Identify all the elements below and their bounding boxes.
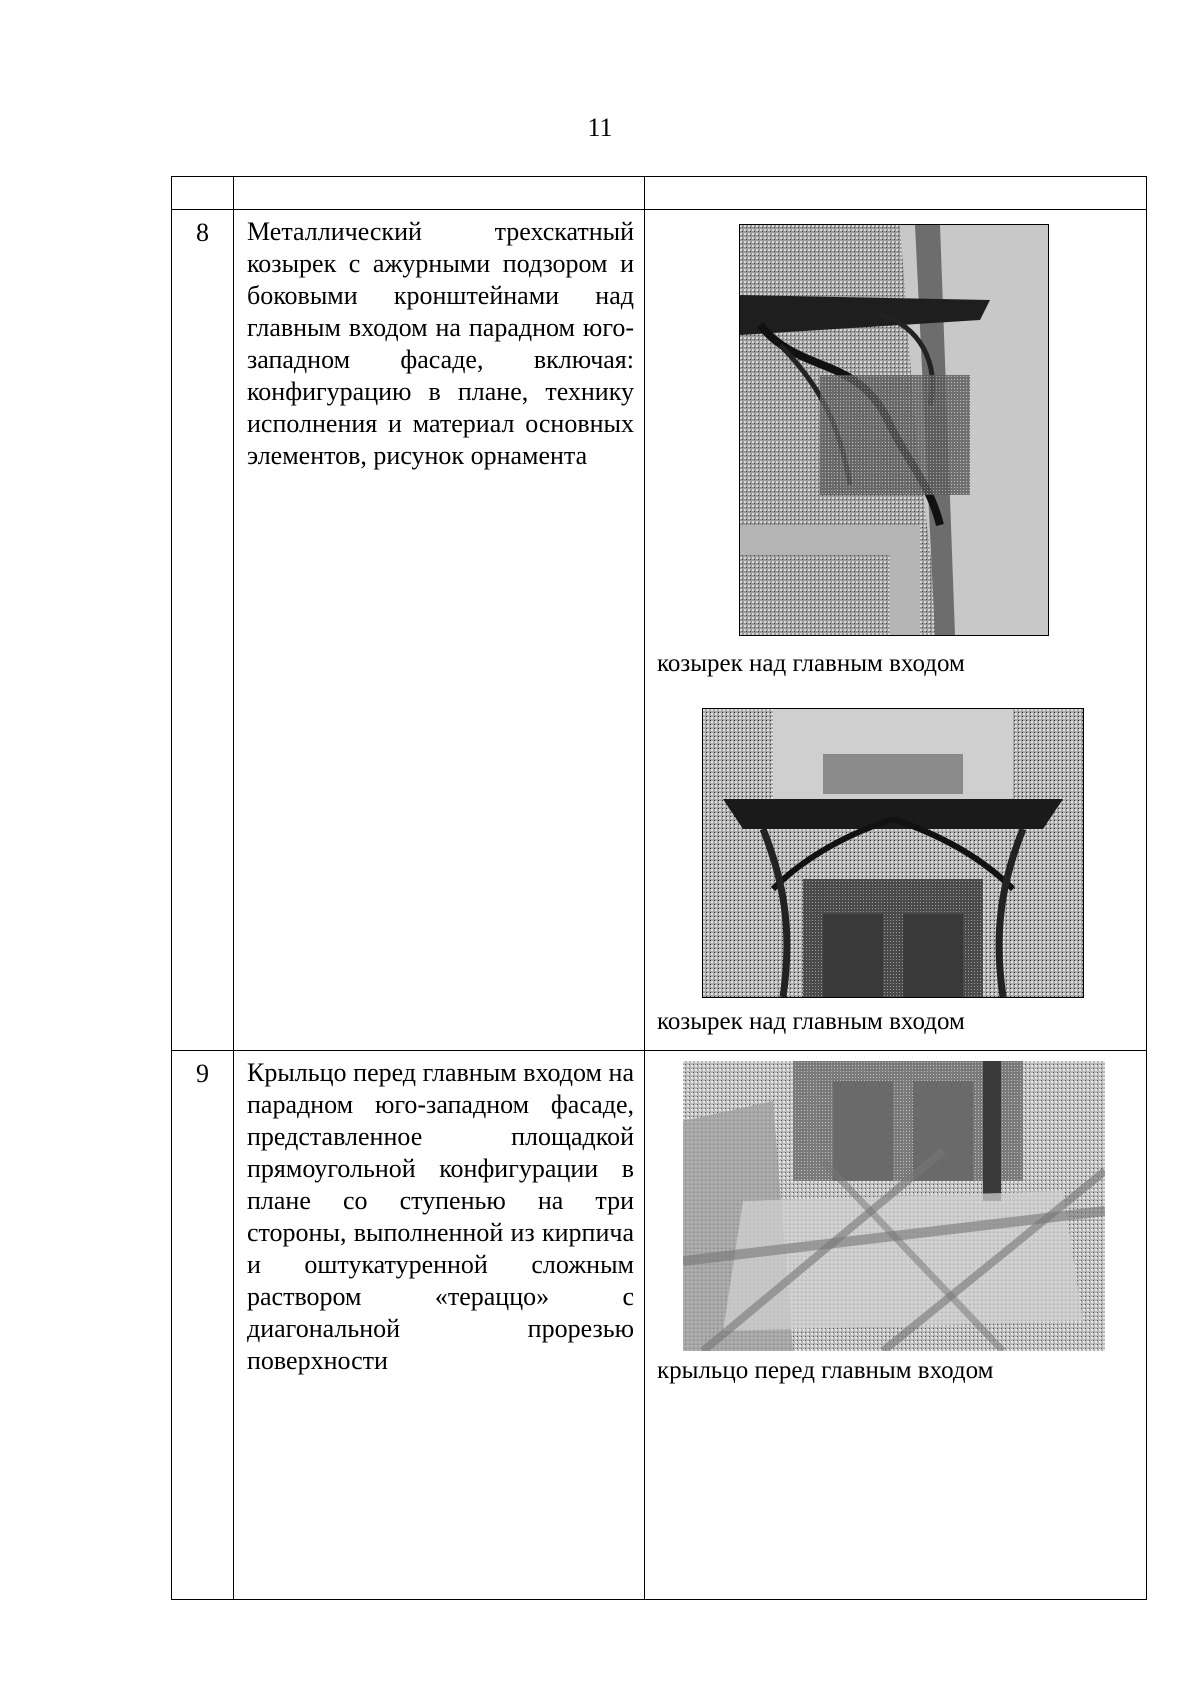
- row-number: 8: [172, 210, 234, 1051]
- header-cell-image: [645, 177, 1147, 210]
- row-images-cell: [645, 1051, 1147, 1600]
- image-caption: козырек над главным входом: [657, 650, 965, 677]
- header-cell-description: [234, 177, 645, 210]
- row-images-cell: [645, 210, 1147, 1051]
- image-caption: козырек над главным входом: [657, 1008, 965, 1035]
- porch-photo: [683, 1061, 1105, 1351]
- image-caption: крыльцо перед главным входом: [657, 1357, 994, 1384]
- page-number: 11: [587, 113, 613, 142]
- row-description: Металлический трехскатный козырек с ажурными подзором и боковыми кронштейнами над главным входом на парадном юго-западном фасаде, включая: конфигурацию в плане, технику исполнения и материал основных элементов, рисунок орнамента: [234, 210, 645, 1051]
- canopy-front-photo: [702, 708, 1084, 998]
- objects-table: [171, 176, 1147, 1600]
- canopy-side-photo: [739, 224, 1049, 636]
- table-header-row: [172, 177, 1147, 210]
- header-cell-number: [172, 177, 234, 210]
- table-row: [172, 1051, 1147, 1600]
- row-number: 9: [172, 1051, 234, 1600]
- table-row: [172, 210, 1147, 1051]
- row-description: Крыльцо перед главным входом на парадном юго-западном фасаде, представленное площадкой прямоугольной конфигурации в плане со ступенью на три стороны, выполненной из кирпича и оштукатуренной сложным раствором «тераццо» с диагональной прорезью поверхности: [234, 1051, 645, 1600]
